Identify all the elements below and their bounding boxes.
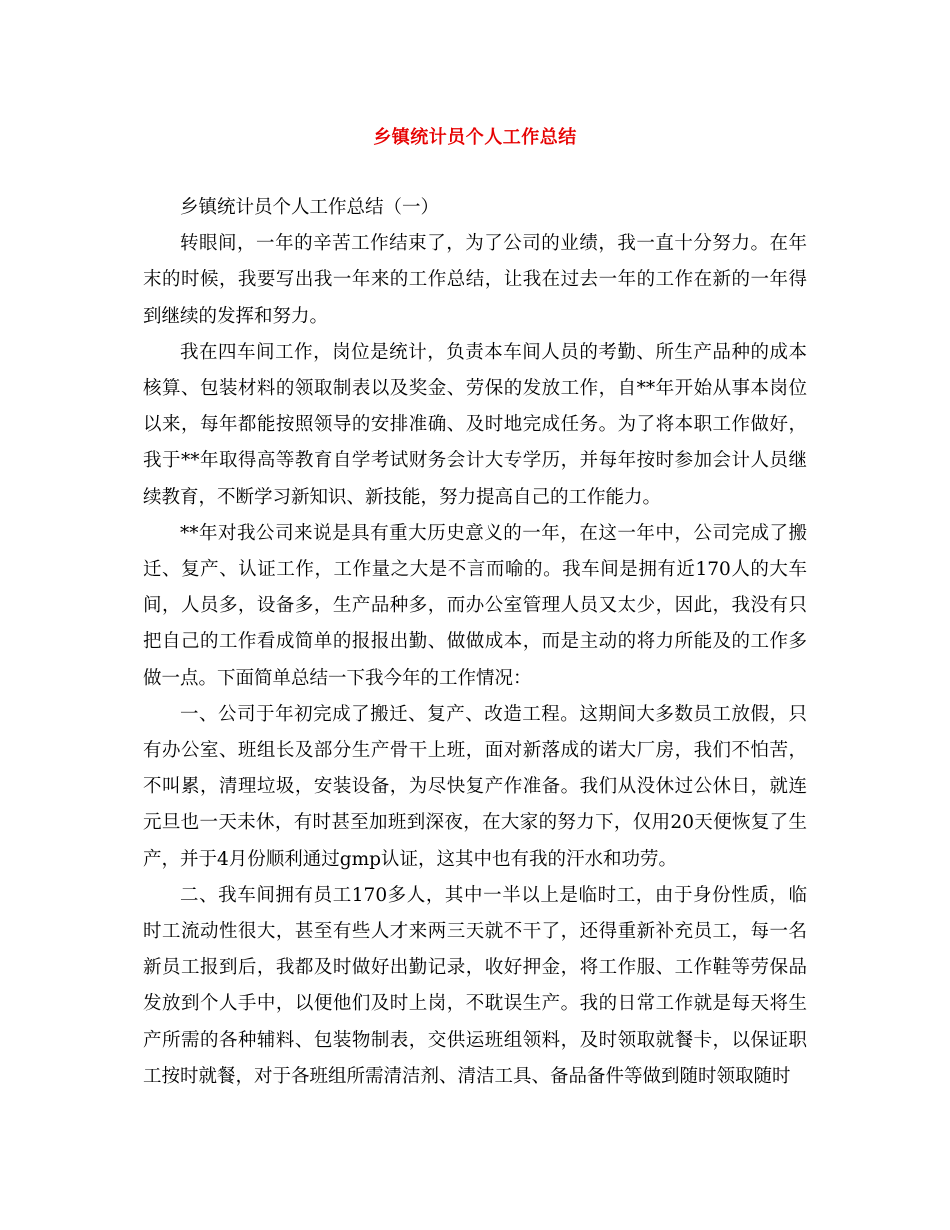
document-title: 乡镇统计员个人工作总结 xyxy=(373,127,577,148)
document-body xyxy=(143,190,807,1095)
paragraph-position: 我在四车间工作，岗位是统计，负责本车间人员的考勤、所生产品种的成本核算、包装材料的领取制表以及奖金、劳保的发放工作，自**年开始从事本岗位以来，每年都能按照领导的安排准确、及时地完成任务。为了将本职工作做好，我于**年取得高等教育自学考试财务会计大专学历，并每年按时参加会计人员继续教育，不断学习新知识、新技能，努力提高自己的工作能力。 xyxy=(143,341,807,508)
paragraph-item-one: 一、公司于年初完成了搬迁、复产、改造工程。这期间大多数员工放假，只有办公室、班组长及部分生产骨干上班，面对新落成的诺大厂房，我们不怕苦，不叫累，清理垃圾，安装设备，为尽快复产作准备。我们从没休过公休日，就连元旦也一天未休，有时甚至加班到深夜，在大家的努力下，仅用20天便恢复了生产，并于4月份顺利通过gmp认证，这其中也有我的汗水和功劳。 xyxy=(143,703,807,870)
section-heading: 乡镇统计员个人工作总结（一） xyxy=(180,197,440,218)
paragraph-item-two: 二、我车间拥有员工170多人，其中一半以上是临时工，由于身份性质，临时工流动性很大，甚至有些人才来两三天就不干了，还得重新补充员工，每一名新员工报到后，我都及时做好出勤记录，收好押金，将工作服、工作鞋等劳保品发放到个人手中，以便他们及时上岗，不耽误生产。我的日常工作就是每天将生产所需的各种辅料、包装物制表，交供运班组领料，及时领取就餐卡，以保证职工按时就餐，对于各班组所需清洁剂、清洁工具、备品备件等做到随时领取随时 xyxy=(143,884,807,1087)
paragraph-year-overview: **年对我公司来说是具有重大历史意义的一年，在这一年中，公司完成了搬迁、复产、认证工作，工作量之大是不言而喻的。我车间是拥有近170人的大车间，人员多，设备多，生产品种多，而办公室管理人员又太少，因此，我没有只把自己的工作看成简单的报报出勤、做做成本，而是主动的将力所能及的工作多做一点。下面简单总结一下我今年的工作情况： xyxy=(143,522,807,689)
paragraph-intro: 转眼间，一年的辛苦工作结束了，为了公司的业绩，我一直十分努力。在年末的时候，我要写出我一年来的工作总结，让我在过去一年的工作在新的一年得到继续的发挥和努力。 xyxy=(143,233,807,327)
